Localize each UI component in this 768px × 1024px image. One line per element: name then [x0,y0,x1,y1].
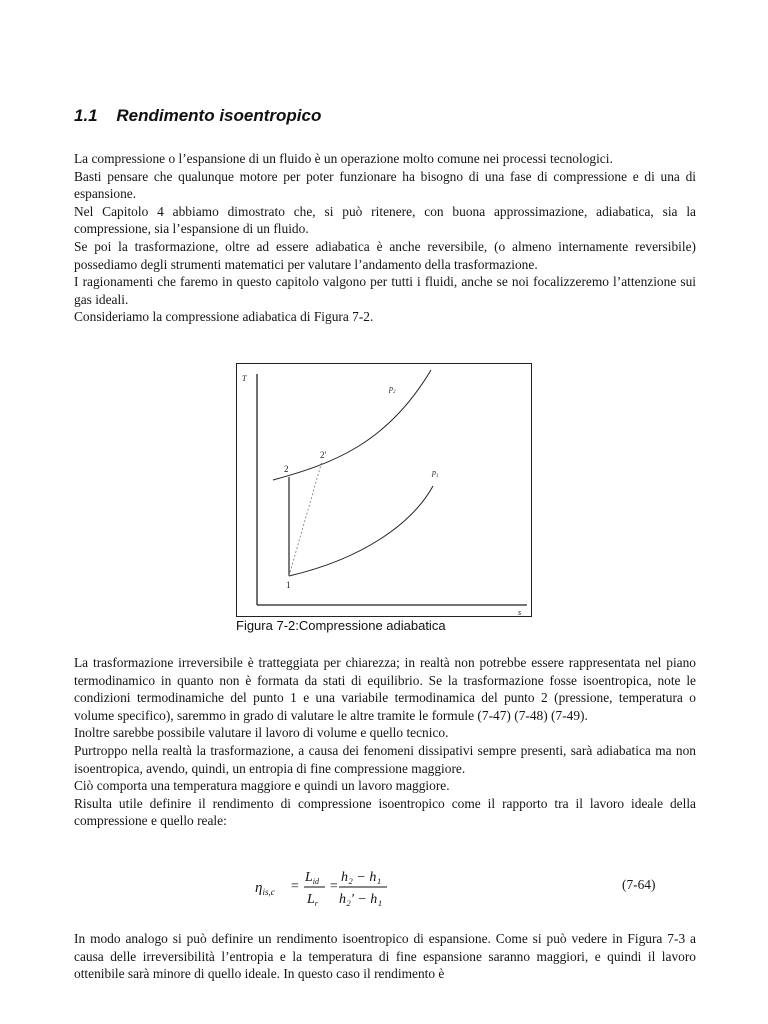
irreversible-dashed-line [289,461,322,576]
eq-lhs: $\eta_{is,c}$ [255,880,275,897]
figure-caption: Figura 7-2:Compressione adiabatica [236,618,446,633]
curve-p1-label: $p_1$ [432,468,439,479]
ts-diagram-figure [236,363,532,617]
paragraph: Basti pensare che qualunque motore per poter funzionare ha bisogno di una fase di compressione e di una di espansione. [74,168,696,202]
paragraph: Risulta utile definire il rendimento di compressione isoentropico come il rapporto tra il lavoro ideale della compressione e quello reale: [74,795,696,829]
y-axis-label: T [242,374,247,383]
paragraph: I ragionamenti che faremo in questo capitolo valgono per tutti i fluidi, anche se noi focalizzeremo l’attenzione sui gas ideali. [74,274,696,307]
eq-frac2-den: h₂' − h₁ [339,892,383,907]
isobar-p1-curve [289,486,433,576]
isentropic-efficiency-equation [255,866,415,910]
eq-frac1-den: $L_r$ [307,892,318,908]
ts-diagram [237,364,533,618]
eq-frac2-num: h₂ − h₁ [341,870,382,885]
isobar-p2-curve [273,370,431,480]
point-2p-label: 2' [320,450,327,460]
equation-render [255,866,415,910]
paragraph: In modo analogo si può definire un rendimento isoentropico di espansione. Come si può vedere in Figura 7-3 a causa delle irreversibilità l’entropia e la temperatura di fine espansione saranno maggiori, e quindi il lavoro ottenibile sarà minore di quello ideale. In questo caso il rendimento è [74,931,696,982]
paragraph: La trasformazione irreversibile è tratteggiata per chiarezza; in realtà non potrebbe essere rappresentata nel piano termodinamico in quanto non è formata da stati di equilibrio. Se la trasformazione fosse isoentropica, note le condizioni termodinamiche del punto 1 e una variabile termodinamica del punto 2 (pressione, temperatura o volume specifico), saremmo in grado di valutare le altre tramite le formule (7-47) (7-48) (7-49). [74,655,696,723]
equation-number: (7-64) [622,877,656,892]
paragraph: Purtroppo nella realtà la trasformazione, a causa dei fenomeni dissipativi sempre presenti, sarà adiabatica ma non isoentropica, avendo, quindi, un entropia di fine compressione maggiore. [74,742,696,776]
paragraph: Nel Capitolo 4 abbiamo dimostrato che, si può ritenere, con buona approssimazione, adiabatica, sia la compressione, sia l’espansione di un fluido. [74,203,696,237]
eq-frac1-num: $L_{id}$ [305,870,320,886]
paragraph: Se poi la trasformazione, oltre ad essere adiabatica è anche reversibile, (o almeno internamente reversibile) possediamo degli strumenti matematici per valutare l’andamento della trasformazione. [74,238,696,272]
section-number: 1.1 [74,106,98,125]
eq-equals-1: = [290,879,300,894]
x-axis-label: s [518,608,522,617]
point-2-label: 2 [284,464,289,474]
closing-paragraphs [74,930,696,983]
paragraph: Inoltre sarebbe possibile valutare il lavoro di volume e quello tecnico. [74,725,449,741]
point-1-label: 1 [286,580,291,590]
eq-equals-2: = [329,879,339,894]
section-heading [74,106,321,126]
section-title: Rendimento isoentropico [116,106,322,125]
body-paragraphs [74,654,696,830]
intro-paragraphs [74,150,696,326]
curve-p2-label: $p_2$ [389,384,396,395]
paragraph: La compressione o l’espansione di un fluido è un operazione molto comune nei processi tecnologici. [74,151,613,166]
paragraph: Consideriamo la compressione adiabatica di Figura 7-2. [74,309,374,325]
paragraph: Ciò comporta una temperatura maggiore e quindi un lavoro maggiore. [74,778,450,794]
